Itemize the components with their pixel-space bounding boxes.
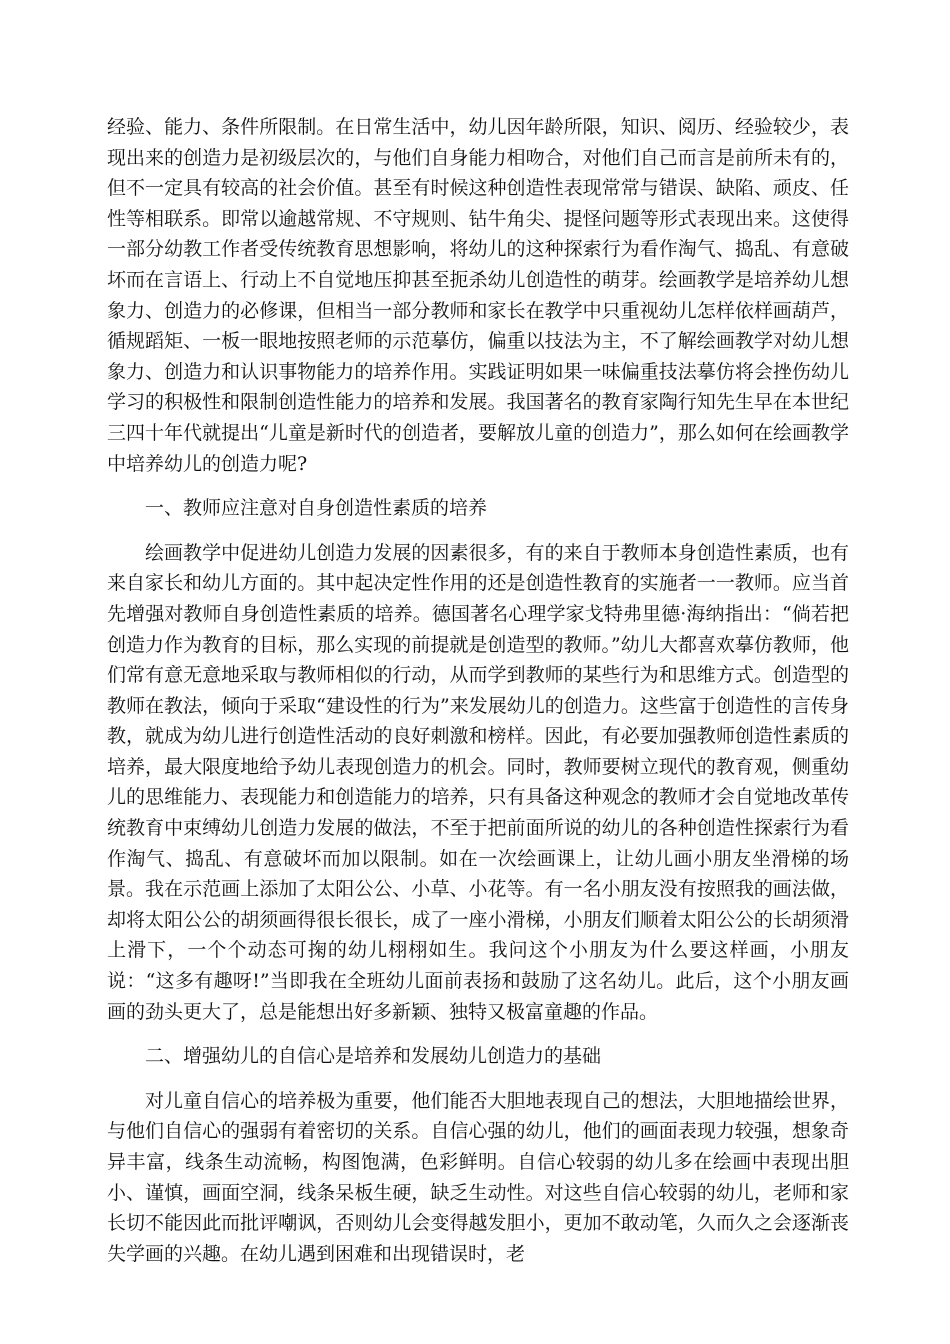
- paragraph-section-1: 绘画教学中促进幼儿创造力发展的因素很多，有的来自于教师本身创造性素质，也有来自家长和幼儿方面的。其中起决定性作用的还是创造性教育的实施者一一教师。应当首先增强对教师自身创造性素质的培养。德国著名心理学家戈特弗里德·海纳指出：“倘若把创造力作为教育的目标，那么实现的前提就是创造型的教师。”幼儿大都喜欢摹仿教师，他们常有意无意地采取与教师相似的行动，从而学到教师的某些行为和思维方式。创造型的教师在教法，倾向于采取“建设性的行为”来发展幼儿的创造力。这些富于创造性的言传身教，就成为幼儿进行创造性活动的良好刺激和榜样。因此，有必要加强教师创造性素质的培养，最大限度地给予幼儿表现创造力的机会。同时，教师要树立现代的教育观，侧重幼儿的思维能力、表现能力和创造能力的培养，只有具备这种观念的教师才会自觉地改革传统教育中束缚幼儿创造力发展的做法，不至于把前面所说的幼儿的各种创造性探索行为看作淘气、捣乱、有意破坏而加以限制。如在一次绘画课上，让幼儿画小朋友坐滑梯的场景。我在示范画上添加了太阳公公、小草、小花等。有一名小朋友没有按照我的画法做，却将太阳公公的胡须画得很长很长，成了一座小滑梯，小朋友们顺着太阳公公的长胡须滑上滑下，一个个动态可掬的幼儿栩栩如生。我问这个小朋友为什么要这样画，小朋友说：“这多有趣呀!”当即我在全班幼儿面前表扬和鼓励了这名幼儿。此后，这个小朋友画画的劲头更大了，总是能想出好多新颖、独特又极富童趣的作品。: [107, 541, 849, 1023]
- paragraph-continued: 经验、能力、条件所限制。在日常生活中，幼儿因年龄所限，知识、阅历、经验较少，表现出来的创造力是初级层次的，与他们自身能力相吻合，对他们自己而言是前所未有的，但不一定具有较高的社会价值。甚至有时候这种创造性表现常常与错误、缺陷、顽皮、任性等相联系。即常以逾越常规、不守规则、钻牛角尖、提怪问题等形式表现出来。这使得一部分幼教工作者受传统教育思想影响，将幼儿的这种探索行为看作淘气、捣乱、有意破坏而在言语上、行动上不自觉地压抑甚至扼杀幼儿创造性的萌芽。绘画教学是培养幼儿想象力、创造力的必修课，但相当一部分教师和家长在教学中只重视幼儿怎样依样画葫芦，循规蹈矩、一板一眼地按照老师的示范摹仿，偏重以技法为主，不了解绘画教学对幼儿想象力、创造力和认识事物能力的培养作用。实践证明如果一味偏重技法摹仿将会挫伤幼儿学习的积极性和限制创造性能力的培养和发展。我国著名的教育家陶行知先生早在本世纪三四十年代就提出“儿童是新时代的创造者，要解放儿童的创造力”，那么如何在绘画教学中培养幼儿的创造力呢?: [107, 116, 849, 475]
- section-heading-1: 一、教师应注意对自身创造性素质的培养: [145, 497, 488, 520]
- spacer: [107, 1072, 849, 1086]
- paragraph-section-2: 对儿童自信心的培养极为重要，他们能否大胆地表现自己的想法，大胆地描绘世界，与他们自信心的强弱有着密切的关系。自信心强的幼儿，他们的画面表现力较强，想象奇异丰富，线条生动流畅，构图饱满，色彩鲜明。自信心较弱的幼儿多在绘画中表现出胆小、谨慎，画面空洞，线条呆板生硬，缺乏生动性。对这些自信心较弱的幼儿，老师和家长切不能因此而批评嘲讽，否则幼儿会变得越发胆小，更加不敢动笔，久而久之会逐渐丧失学画的兴趣。在幼儿遇到困难和出现错误时，老: [107, 1089, 849, 1265]
- spacer: [107, 479, 849, 493]
- spacer: [107, 1027, 849, 1041]
- section-heading-2: 二、增强幼儿的自信心是培养和发展幼儿创造力的基础: [145, 1045, 602, 1068]
- spacer: [107, 524, 849, 538]
- document-page: [107, 112, 849, 1269]
